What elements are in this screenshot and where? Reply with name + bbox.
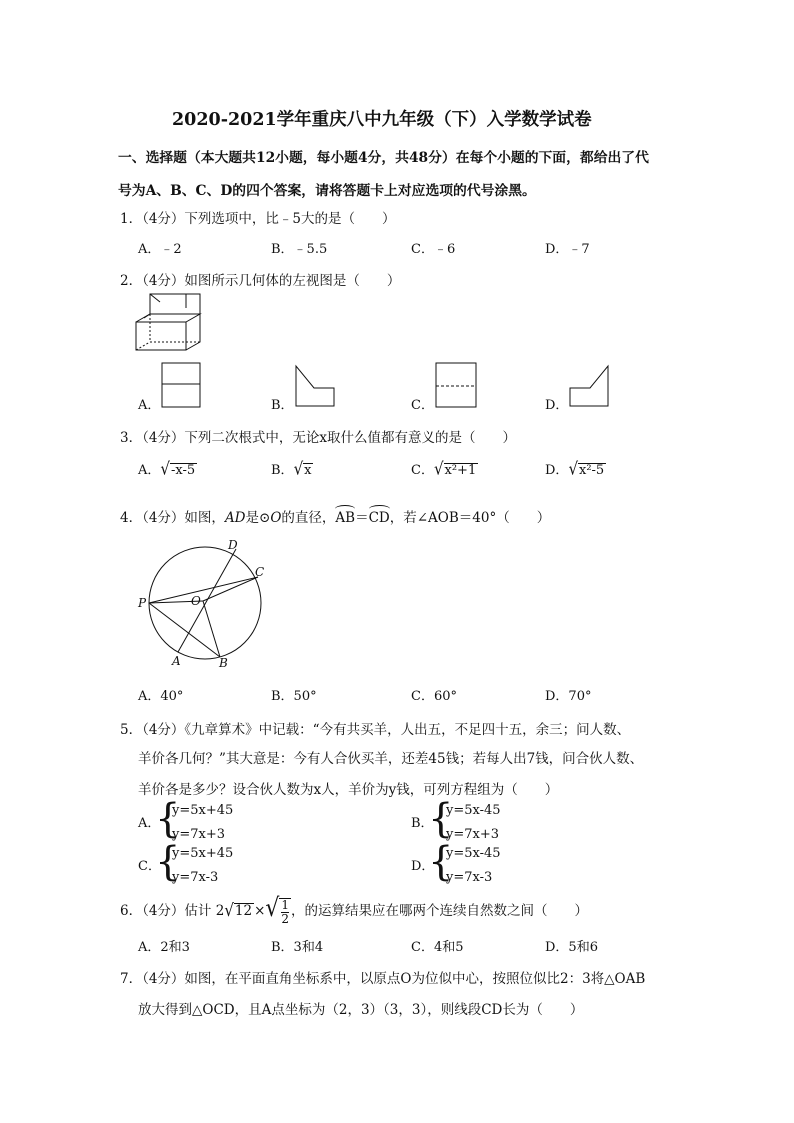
radical-sign-icon: √ <box>160 458 170 480</box>
q2-option-c-figure <box>435 362 477 408</box>
point-d-label: D <box>228 538 238 552</box>
q4-arc-cd: CD <box>368 510 390 526</box>
point-b-label: B <box>219 656 228 670</box>
q2-option-b-figure <box>294 364 336 408</box>
q4-arc-ab: AB <box>335 510 356 526</box>
q4-option-c: C．60° <box>411 689 457 704</box>
q3-option-c-label: C． <box>411 463 434 478</box>
q6-option-d: D．5和6 <box>545 940 598 955</box>
point-o-label: O <box>191 594 201 608</box>
q6-option-a: A．2和3 <box>138 940 190 955</box>
q5-stem-line3: 羊价各是多少？设合伙人数为x人，羊价为y钱，可列方程组为（ ） <box>138 782 559 798</box>
q5-option-d-eq2: y=7x-3 <box>446 870 493 885</box>
q5-option-c-eq2: y=7x-3 <box>172 870 219 885</box>
q5-option-a-eq2: y=7x+3 <box>172 827 226 842</box>
q5-stem-line1: 5．（4分）《九章算术》中记载：“今有共买羊，人出五，不足四十五，余三；问人数、 <box>120 722 631 738</box>
q6-denominator: 2 <box>281 911 290 926</box>
section-instructions-line2: 号为A、B、C、D的四个答案，请将答题卡上对应选项的代号涂黑。 <box>118 183 536 199</box>
q3-option-d <box>545 459 606 478</box>
left-brace-icon: { <box>155 839 181 885</box>
q5-option-c-label: C． <box>138 859 161 874</box>
q5-stem-line2: 羊价各几何？”其大意是：今有人合伙买羊，还差45钱；若每人出7钱，问合伙人数、 <box>138 751 644 767</box>
q3-option-b-label: B． <box>271 463 294 478</box>
q2-option-a-figure <box>161 362 201 408</box>
radical-sign-icon: √ <box>265 894 280 923</box>
q2-option-d-label: D． <box>545 398 569 413</box>
q4-option-d: D．70° <box>545 689 592 704</box>
point-a-label: A <box>172 654 181 668</box>
q4-o: O <box>270 510 282 526</box>
q3-option-d-label: D． <box>545 463 569 478</box>
q4-stem-mid1: 是⊙ <box>245 510 271 526</box>
q1-option-c: C．﹣6 <box>411 242 456 257</box>
q1-option-d: D．﹣7 <box>545 242 590 257</box>
page-title: 2020-2021学年重庆八中九年级（下）入学数学试卷 <box>172 110 592 130</box>
radical-sign-icon: √ <box>433 458 444 480</box>
q3-option-d-radicand: x²-5 <box>579 463 605 478</box>
q6-radicand-12: 12 <box>234 903 253 919</box>
q2-option-b-label: B． <box>271 398 294 413</box>
q4-option-b: B．50° <box>271 689 317 704</box>
q4-stem <box>120 506 550 526</box>
q4-equals: ＝ <box>355 510 369 526</box>
q3-option-c-radicand: x²+1 <box>444 463 477 478</box>
q6-stem-suffix: ，的运算结果应在哪两个连续自然数之间（ ） <box>291 903 589 919</box>
q3-option-a-radicand: -x-5 <box>170 463 196 478</box>
q4-stem-suffix: ，若∠AOB＝40°（ ） <box>389 510 551 526</box>
radical-sign-icon: √ <box>224 899 234 921</box>
q6-fraction <box>279 898 291 926</box>
q3-stem: 3．（4分）下列二次根式中，无论x取什么值都有意义的是（ ） <box>120 430 517 446</box>
q5-option-b-label: B． <box>411 816 434 831</box>
q4-stem-prefix: 4．（4分）如图， <box>120 510 225 526</box>
q5-option-c-eq1: y=5x+45 <box>172 846 234 861</box>
q6-times: × <box>254 903 266 919</box>
q5-option-b-eq1: y=5x-45 <box>446 803 501 818</box>
q5-option-b-eq2: y=7x+3 <box>446 827 500 842</box>
q7-stem-line1: 7．（4分）如图，在平面直角坐标系中，以原点O为位似中心，按照位似比2：3将△OAB <box>120 971 646 987</box>
q4-stem-mid2: 的直径， <box>281 510 336 526</box>
q3-option-b <box>271 459 313 478</box>
left-brace-icon: { <box>155 796 181 842</box>
q3-option-b-radicand: x <box>304 463 312 478</box>
q2-stem: 2．（4分）如图所示几何体的左视图是（ ） <box>120 273 401 289</box>
q6-numerator: 1 <box>281 897 290 912</box>
section-instructions-line1: 一、选择题（本大题共12小题，每小题4分，共48分）在每个小题的下面，都给出了代 <box>118 150 649 166</box>
q5-option-d-label: D． <box>411 859 435 874</box>
radical-sign-icon: √ <box>293 458 304 480</box>
q1-option-b: B．﹣5.5 <box>271 242 328 257</box>
q1-option-a: A．﹣2 <box>138 242 182 257</box>
q5-option-a-eq1: y=5x+45 <box>172 803 234 818</box>
q3-option-a <box>138 459 197 478</box>
q1-stem: 1．（4分）下列选项中，比﹣5大的是（ ） <box>120 211 396 227</box>
q3-option-c <box>411 459 478 478</box>
q3-option-a-label: A． <box>138 463 161 478</box>
radical-sign-icon: √ <box>568 458 578 480</box>
q6-stem <box>120 896 588 926</box>
q2-option-c-label: C． <box>411 398 434 413</box>
q4-circle-figure <box>135 535 275 675</box>
q4-option-a: A．40° <box>138 689 184 704</box>
q5-option-d-eq1: y=5x-45 <box>446 846 501 861</box>
q6-option-c: C．4和5 <box>411 940 464 955</box>
q6-stem-prefix: 6．（4分）估计 2 <box>120 903 225 919</box>
q2-option-d-figure <box>568 364 610 408</box>
q5-option-a-label: A． <box>138 816 161 831</box>
q7-stem-line2: 放大得到△OCD，且A点坐标为（2，3）（3，3），则线段CD长为（ ） <box>138 1002 584 1018</box>
q2-option-a-label: A． <box>138 398 161 413</box>
left-brace-icon: { <box>428 796 454 842</box>
point-c-label: C <box>255 565 265 579</box>
left-brace-icon: { <box>428 839 454 885</box>
q4-ad: AD <box>224 510 246 526</box>
q6-option-b: B．3和4 <box>271 940 324 955</box>
q2-solid-figure <box>130 290 210 354</box>
point-p-label: P <box>138 596 147 610</box>
